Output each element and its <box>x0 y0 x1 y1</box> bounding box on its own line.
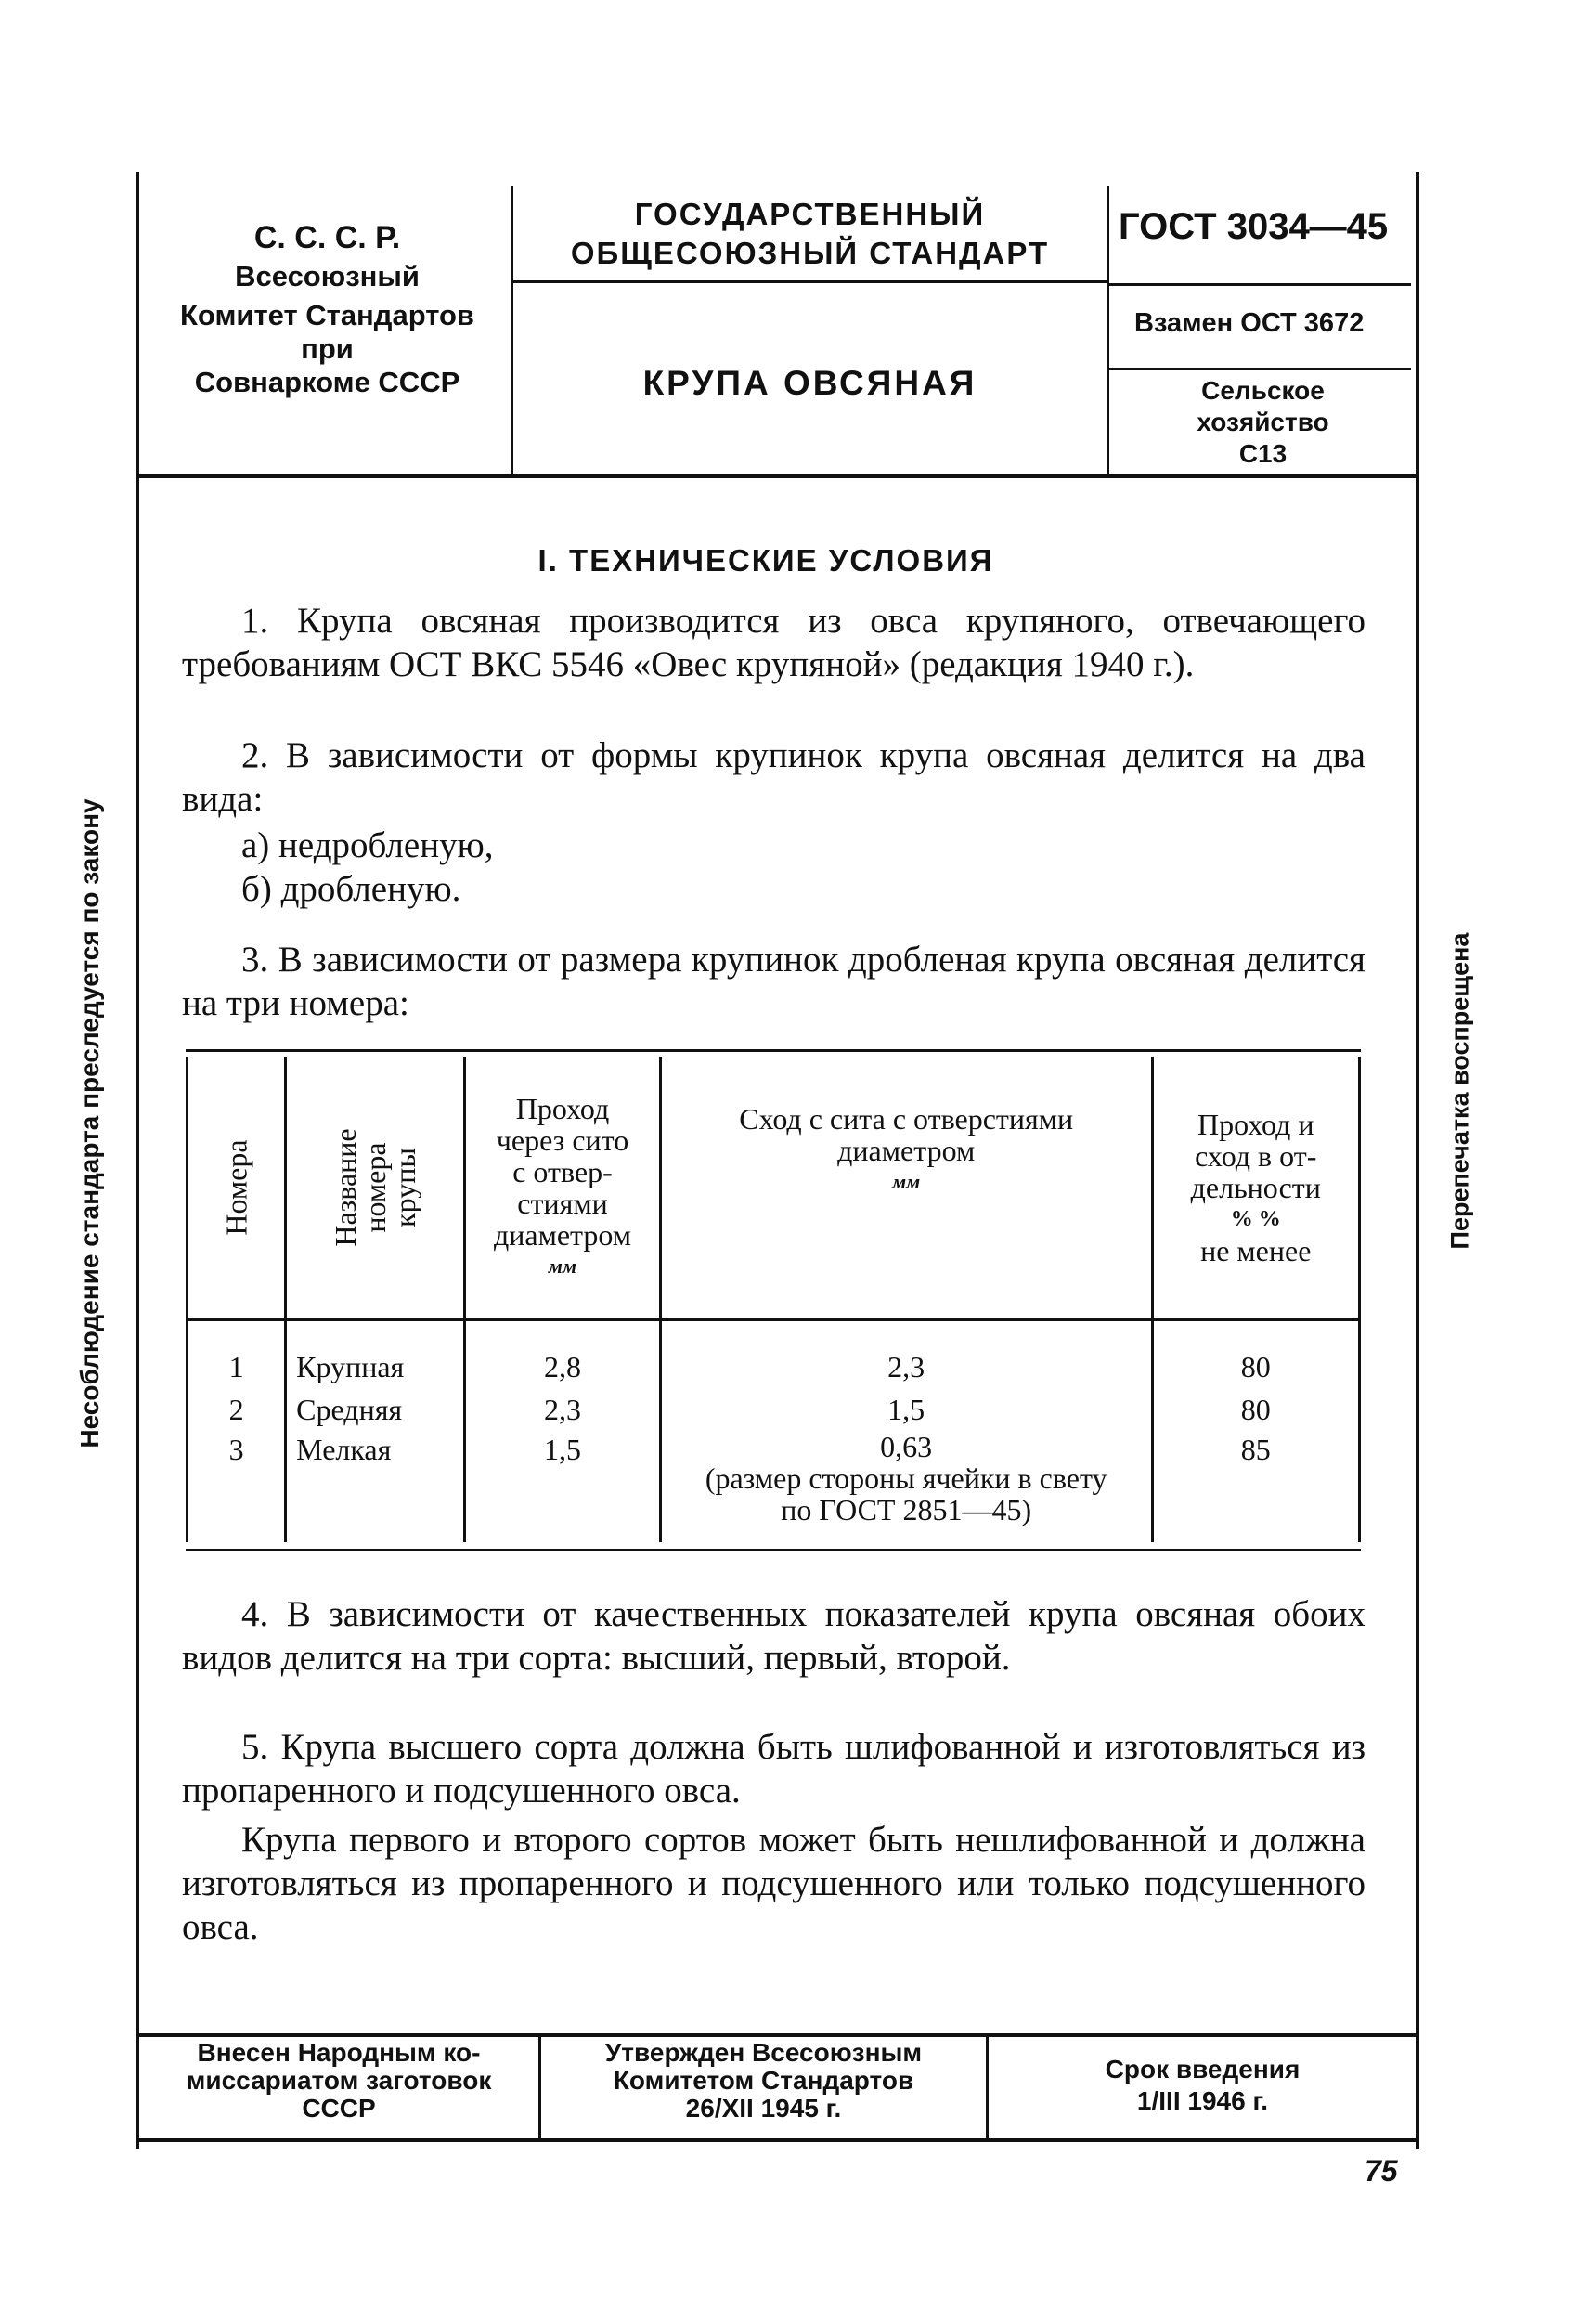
header-retain-unit: мм <box>892 1170 921 1193</box>
category-block <box>1112 375 1414 470</box>
paragraph-6-text: Крупа первого и второго сортов может быть нешлифованной и должна изготовляться из пропаренного и подсушенного или только подсушенного овса. <box>182 1820 1365 1947</box>
row-1-pass: 2,8 <box>465 1320 661 1389</box>
org-line-4: при <box>301 332 354 365</box>
row-3-share: 85 <box>1152 1431 1360 1542</box>
paragraph-5 <box>182 1725 1365 1812</box>
row-2-retain: 1,5 <box>660 1388 1152 1431</box>
table-row <box>188 1431 1360 1542</box>
table-header-row <box>188 1057 1360 1320</box>
row-1-name: Крупная <box>286 1320 465 1389</box>
left-border-line <box>136 172 139 2149</box>
header-number-text: Номера <box>219 1139 253 1236</box>
standard-type-block <box>515 195 1105 273</box>
approved-line-1: Утвержден Всесоюзным <box>604 2038 923 2067</box>
footer-introduced <box>144 2039 534 2134</box>
standard-type-line-2: ОБЩЕСОЮЗНЫЙ СТАНДАРТ <box>570 236 1050 270</box>
row-2-pass: 2,3 <box>465 1388 661 1431</box>
org-country: С. С. С. Р. <box>253 220 401 255</box>
paragraph-3 <box>182 938 1365 1025</box>
category-line-1: Сельское <box>1201 376 1325 405</box>
approved-line-2: Комитетом Стандартов <box>613 2066 914 2095</box>
introduced-line-1: Внесен Народным ко- <box>197 2038 481 2067</box>
header-pass-line-1: Проход <box>515 1092 610 1125</box>
footer-approved <box>543 2039 984 2134</box>
table-row <box>188 1320 1360 1389</box>
header-pass-line-4: стиями <box>517 1187 608 1220</box>
row-3-retain-cell <box>660 1431 1152 1542</box>
footer-effective <box>991 2054 1414 2149</box>
org-line-5: Совнаркоме СССР <box>194 366 460 398</box>
paragraph-4 <box>182 1592 1365 1680</box>
header-share-line-1: Проход и <box>1197 1108 1314 1141</box>
category-code: С13 <box>1238 439 1288 468</box>
paragraph-4-text: 4. В зависимости от качественных показателей крупа овсяная обоих видов делится на три сорта: высший, первый, второй. <box>182 1594 1365 1678</box>
header-pass-line-5: диаметром <box>493 1218 632 1252</box>
paragraph-5-text: 5. Крупа высшего сорта должна быть шлифованной и изготовляться из пропаренного и подсушенного овса. <box>182 1727 1365 1811</box>
right-border-line <box>1416 172 1419 2149</box>
document-title: КРУПА ОВСЯНАЯ <box>642 364 977 402</box>
paragraph-2 <box>182 734 1365 821</box>
paragraph-2b: б) дробленую. <box>241 869 461 909</box>
paragraph-6 <box>182 1818 1365 1949</box>
category-line-2: хозяйство <box>1197 408 1329 436</box>
table-row <box>188 1388 1360 1431</box>
org-line-2: Всесоюзный <box>235 260 420 292</box>
header-share-line-4: % % <box>1230 1207 1281 1231</box>
section-title: I. ТЕХНИЧЕСКИЕ УСЛОВИЯ <box>537 543 994 578</box>
header-retain <box>660 1057 1152 1320</box>
right-side-note-text: Перепечатка воспрещена <box>1445 932 1474 1250</box>
header-share-line-3: дельности <box>1190 1171 1321 1204</box>
paragraph-3-text: 3. В зависимости от размера крупинок дробленая крупа овсяная делится на три номера: <box>182 940 1365 1023</box>
replaces-note: Взамен ОСТ 3672 <box>1134 308 1365 338</box>
row-3-retain: 0,63 <box>880 1430 933 1463</box>
standard-type-line-1: ГОСУДАРСТВЕННЫЙ <box>634 197 986 231</box>
table-bottom-rule <box>186 1549 1361 1551</box>
row-1-number: 1 <box>188 1320 286 1389</box>
left-side-note-text: Несоблюдение стандарта преследуется по закону <box>75 798 104 1448</box>
footer-top-rule <box>139 2033 1416 2037</box>
header-pass-line-2: через сито <box>496 1123 629 1157</box>
header-share-line-2: сход в от- <box>1195 1139 1317 1173</box>
introduced-line-2: миссариатом заготовок <box>186 2066 492 2095</box>
footer-divider-2 <box>986 2037 989 2138</box>
header-share-line-5: не менее <box>1200 1234 1312 1267</box>
footer-divider-1 <box>538 2037 541 2138</box>
header-pass-line-3: с отвер- <box>512 1155 613 1188</box>
gost-number: ГОСТ 3034—45 <box>1119 206 1389 247</box>
row-3-name: Мелкая <box>286 1431 465 1542</box>
header-bottom-rule <box>139 474 1416 478</box>
row-2-share: 80 <box>1152 1388 1360 1431</box>
paragraph-1 <box>182 599 1365 686</box>
header-pass <box>465 1057 661 1320</box>
row-2-number: 2 <box>188 1388 286 1431</box>
row-1-share: 80 <box>1152 1320 1360 1389</box>
effective-line-1: Срок введения <box>1105 2055 1301 2084</box>
row-2-name: Средняя <box>286 1388 465 1431</box>
header-divider-1 <box>511 186 513 474</box>
header-retain-line-1: Сход с сита с отверстиями <box>739 1102 1074 1136</box>
paragraph-1-text: 1. Крупа овсяная производится из овса крупяного, отвечающего требованиям ОСТ ВКС 5546 «Овес крупяной» (редакция 1940 г.). <box>182 601 1365 684</box>
row-3-pass: 1,5 <box>465 1431 661 1542</box>
header-divider-2 <box>1107 186 1109 474</box>
retain-note-line-1: (размер стороны ячейки в свету <box>705 1461 1107 1495</box>
approved-line-3: 26/XII 1945 г. <box>685 2094 842 2123</box>
grain-size-table <box>186 1057 1361 1542</box>
header-retain-line-2: диаметром <box>837 1134 976 1167</box>
org-block <box>149 218 506 402</box>
org-line-3: Комитет Стандартов <box>180 299 474 331</box>
effective-line-2: 1/III 1946 г. <box>1136 2086 1269 2115</box>
paragraph-2a: а) недробленую, <box>241 825 494 865</box>
row-1-retain: 2,3 <box>660 1320 1152 1389</box>
header-pass-unit: мм <box>548 1254 577 1278</box>
paragraph-2-text: 2. В зависимости от формы крупинок крупа овсяная делится на два вида: <box>182 735 1365 819</box>
header-name <box>286 1057 465 1320</box>
header-mid-rule <box>513 280 1107 283</box>
header-number <box>188 1057 286 1320</box>
header-name-text: Название номера крупы <box>329 1127 422 1247</box>
header-share <box>1152 1057 1360 1320</box>
row-3-number: 3 <box>188 1431 286 1542</box>
right-side-note <box>1437 896 1483 1286</box>
retain-note-line-2: по ГОСТ 2851—45) <box>781 1493 1032 1526</box>
introduced-line-3: СССР <box>302 2094 376 2123</box>
table-top-rule <box>186 1049 1361 1052</box>
left-side-note <box>67 729 113 1518</box>
replaces-rule <box>1109 368 1411 370</box>
page-number: 75 <box>1365 2154 1398 2188</box>
gost-rule <box>1109 283 1411 286</box>
